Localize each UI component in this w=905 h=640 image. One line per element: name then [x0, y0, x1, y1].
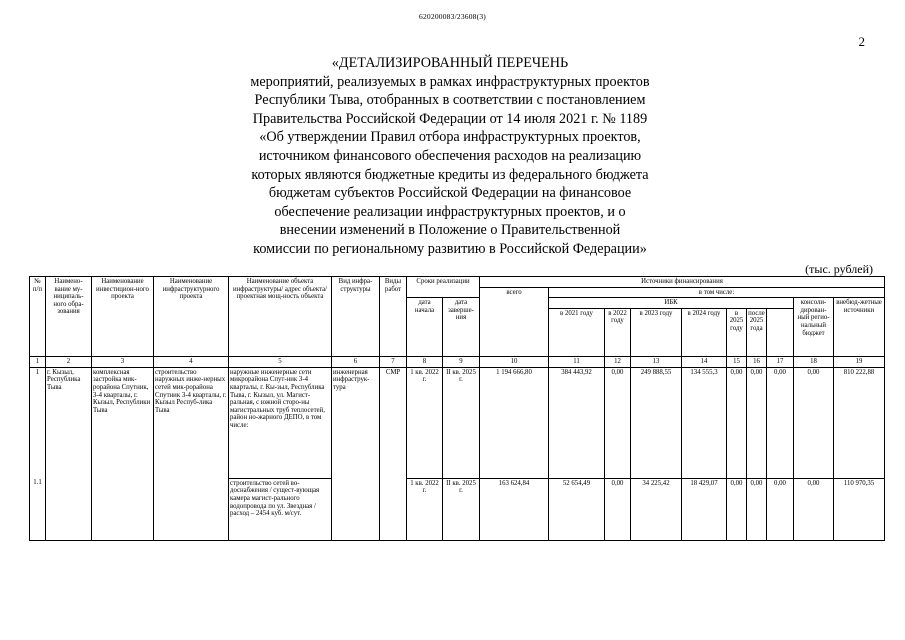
cell-y2023: 18 429,07	[682, 478, 727, 540]
header-end: дата заверше-ния	[443, 298, 480, 357]
header-municipality: Наимено-вание му-ниципаль-ного обра-зования	[46, 277, 92, 357]
cell-offbudget: 810 222,88	[834, 367, 885, 478]
cell-y2021: 0,00	[605, 478, 631, 540]
header-consolidated: консоли-дирован-ный регио-нальный бюджет	[794, 298, 834, 357]
cell-infra-type	[332, 478, 380, 540]
title-line: «ДЕТАЛИЗИРОВАННЫЙ ПЕРЕЧЕНЬ	[331, 55, 569, 71]
header-y2025: в 2025 году	[727, 308, 747, 356]
cell-start: 1 кв. 2022 г.	[407, 478, 443, 540]
cell-municipality: г. Кызыл, Республика Тыва	[46, 367, 92, 478]
header-infra-project: Наименование инфраструктурного проекта	[154, 277, 229, 357]
cell-y2022: 34 225,42	[631, 478, 682, 540]
projects-table	[29, 276, 885, 541]
cell-start: 1 кв. 2022 г.	[407, 367, 443, 478]
col-number: 17	[767, 356, 794, 367]
header-start: дата начала	[407, 298, 443, 357]
col-number: 8	[407, 356, 443, 367]
col-number: 3	[92, 356, 154, 367]
cell-y2025: 0,00	[747, 478, 767, 540]
col-number: 2	[46, 356, 92, 367]
header-infra-type: Вид инфра-структуры	[332, 277, 380, 357]
col-number: 19	[834, 356, 885, 367]
header-terms: Сроки реализации	[407, 277, 480, 298]
cell-total: 1 194 666,80	[480, 367, 549, 478]
cell-infra-project: строительство наружных инже-нерных сетей мик-рорайона Спутник 3-4 кварталы, г. Кызыл Респуб-лика Тыва	[154, 367, 229, 478]
document-code: 620200083/23608(3)	[419, 12, 486, 21]
col-number: 11	[549, 356, 605, 367]
header-sources: Источники финансирования	[480, 277, 885, 288]
cell-y2022: 249 888,55	[631, 367, 682, 478]
cell-work-type	[380, 478, 407, 540]
cell-offbudget: 110 970,35	[834, 478, 885, 540]
document-title	[150, 54, 750, 259]
page-number: 2	[858, 34, 865, 49]
cell-ibk: 52 654,49	[549, 478, 605, 540]
col-number: 5	[229, 356, 332, 367]
col-number: 14	[682, 356, 727, 367]
col-number: 7	[380, 356, 407, 367]
header-y2022: в 2022 году	[605, 308, 631, 356]
cell-object: наружные инженерные сети микрорайона Спут-ник 3-4 кварталы, г. Кы-зыл, Республика Тыва, г. Кызыл, ул. Магист-ральная, с южной сторо-ны магистральных труб теплосетей, район но-жарного ДЕПО, в том числе:	[229, 367, 332, 478]
cell-infra-project	[154, 478, 229, 540]
cell-total: 163 624,84	[480, 478, 549, 540]
title-line: бюджетам субъектов Российской Федерации на финансовое	[268, 185, 632, 202]
title-line: внесении изменений в Положение о Правительственной	[279, 222, 621, 239]
cell-y2024: 0,00	[727, 478, 747, 540]
col-number: 18	[794, 356, 834, 367]
cell-object: строительство сетей во-доснабжения / сущест-вующая камера магист-рального водопровода по ул. Звездная / расход – 2454 куб. м/сут.	[229, 478, 332, 540]
cell-invest-project: комплексная застройка мик-рорайона Спутник, 3-4 кварталы, г. Кызыл, Республики Тыва	[92, 367, 154, 478]
table-row	[30, 478, 885, 540]
header-offbudget: внебюд-жетные источники	[834, 298, 885, 357]
title-line: которых являются бюджетные кредиты из федерального бюджета	[251, 166, 649, 183]
header-total: всего	[480, 287, 549, 356]
cell-ibk: 384 443,92	[549, 367, 605, 478]
cell-y2023: 134 555,3	[682, 367, 727, 478]
col-number: 12	[605, 356, 631, 367]
cell-municipality	[46, 478, 92, 540]
title-line: «Об утверждении Правил отбора инфраструктурных проектов,	[259, 129, 641, 146]
table-row	[30, 367, 885, 478]
title-line: обеспечение реализации инфраструктурных проектов, и о	[274, 203, 626, 220]
header-invest-project: Наименование инвестицион-ного проекта	[92, 277, 154, 357]
header-y2021: в 2021 году	[549, 308, 605, 356]
col-number: 9	[443, 356, 480, 367]
cell-no: 1	[30, 367, 46, 478]
title-line: комиссии по региональному развитию в Российской Федерации»	[253, 240, 647, 257]
title-line: мероприятий, реализуемых в рамках инфраструктурных проектов	[250, 73, 650, 90]
header-ibk: ИБК	[549, 298, 794, 309]
cell-end: II кв. 2025 г.	[443, 367, 480, 478]
header-y2023: в 2023 году	[631, 308, 682, 356]
header-incl: в том числе:	[549, 287, 885, 298]
header-no: № п/п	[30, 277, 46, 357]
col-number: 10	[480, 356, 549, 367]
header-work-type: Виды работ	[380, 277, 407, 357]
cell-no: 1.1	[30, 478, 46, 540]
units-label: (тыс. рублей)	[805, 262, 873, 276]
cell-work-type: СМР	[380, 367, 407, 478]
header-after2025: после 2025 года	[747, 308, 767, 356]
cell-consolidated: 0,00	[794, 478, 834, 540]
col-number: 16	[747, 356, 767, 367]
cell-end: II кв. 2025 г.	[443, 478, 480, 540]
title-line: Правительства Российской Федерации от 14 июля 2021 г. № 1189	[252, 110, 648, 127]
title-line: источником финансового обеспечения расходов на реализацию	[258, 147, 642, 164]
col-number: 13	[631, 356, 682, 367]
cell-after2025: 0,00	[767, 478, 794, 540]
col-number: 15	[727, 356, 747, 367]
col-number: 4	[154, 356, 229, 367]
col-number: 6	[332, 356, 380, 367]
col-number: 1	[30, 356, 46, 367]
header-object: Наименование объекта инфраструктуры/ адрес объекта/ проектная мощ-ность объекта	[229, 277, 332, 357]
cell-y2025: 0,00	[747, 367, 767, 478]
cell-after2025: 0,00	[767, 367, 794, 478]
cell-infra-type: инженерная инфраструк-тура	[332, 367, 380, 478]
cell-invest-project	[92, 478, 154, 540]
title-line: Республики Тыва, отобранных в соответствии с постановлением	[254, 92, 646, 109]
cell-y2024: 0,00	[727, 367, 747, 478]
cell-consolidated: 0,00	[794, 367, 834, 478]
cell-y2021: 0,00	[605, 367, 631, 478]
header-y2024: в 2024 году	[682, 308, 727, 356]
